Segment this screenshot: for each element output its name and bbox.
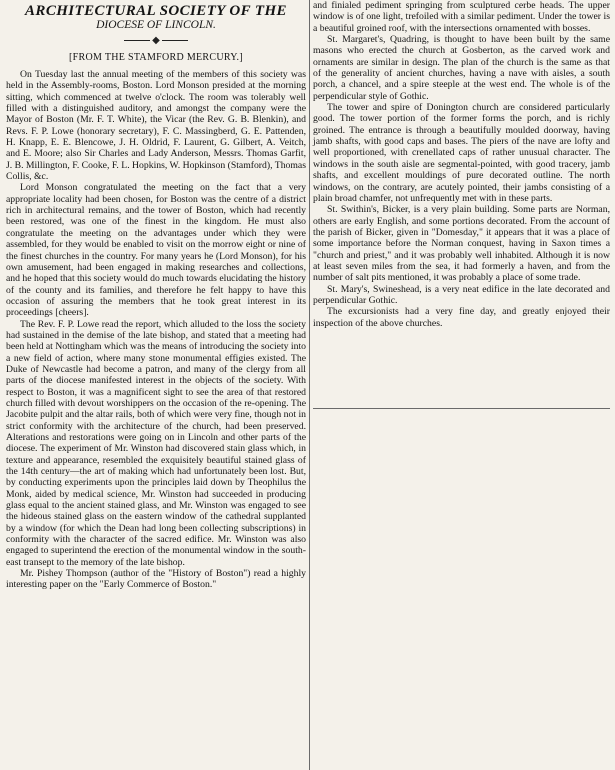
paragraph-continuation: and finialed pediment springing from sculptured cerbe heads. The upper window is of one light, trefoiled with a similar pediment. Under the tower is a beautiful groined roof, with the intersections ornamented with bosses. <box>313 0 610 34</box>
right-column <box>313 0 610 329</box>
article-subtitle: DIOCESE OF LINCOLN. <box>96 19 216 31</box>
title-ornament <box>6 36 306 46</box>
paragraph-quadring: St. Margaret's, Quadring, is thought to have been built by the same masons who erected the church at Gosberton, as the carved work and ornaments are similar in design. The plan of the church is the same as that of the generality of ancient churches, having a nave with aisles, a south porch, a chancel, and a spire steeple at the west end. The whole is of the perpendicular style of Gothic. <box>313 34 610 102</box>
paragraph-pishey-thompson: Mr. Pishey Thompson (author of the "History of Boston") read a highly interesting paper on the "Early Commerce of Boston." <box>6 568 306 591</box>
paragraph-lord-monson: Lord Monson congratulated the meeting on the fact that a very appropriate locality had been chosen, for Boston was the centre of a district rich in architectural remains, and the tower of Boston, which had recently been restored, was one of the finest in the kingdom. He must also congratulate the meeting on the advantages under which they were assembled, for they would be enabled to visit on the morrow eight or nine of the finest churches in the country. For many years he (Lord Monson), for his own amusement, had been engaged in making researches and collections, and he hoped that this society would do much towards elucidating the history of the county and its families, and therefore he felt happy to have this occasion of assuring the members that he took great interest in its proceedings [cheers]. <box>6 182 306 319</box>
ornament-line-left <box>124 40 150 41</box>
paragraph-donington: The tower and spire of Donington church are considered particularly good. The tower portion of the former forms the porch, and is richly groined. The entrance is through a beautifully moulded doorway, having jamb shafts, with good caps and bases. The piers of the nave are lofty and well proportioned, with crenellated caps of rather unusual character. The windows in the south aisle are segmental-pointed, with good tracery, jamb shafts, and excellent mouldings of pure decorated outline. The north windows, on the contrary, are acutely pointed, their jambs consisting of a plain broad chamfer, not unfrequently met with in these parts. <box>313 102 610 204</box>
paragraph-excursion: The excursionists had a very fine day, and greatly enjoyed their inspection of the above churches. <box>313 306 610 329</box>
article-title: ARCHITECTURAL SOCIETY OF THE <box>25 3 287 19</box>
paragraph-bicker: St. Swithin's, Bicker, is a very plain building. Some parts are Norman, others are early English, and some portions decorated. From the account of the parish of Bicker, given in "Domesday," it appears that it was a place of some importance before the Norman conquest, having in Saxon times a "church and priest," and it was probably well inhabited. Although it is now at least seven miles from the sea, it had formerly a haven, and from the number of salt pits mentioned, it was probably a place of some trade. <box>313 204 610 284</box>
paragraph-swineshead: St. Mary's, Swineshead, is a very neat edifice in the late decorated and perpendicular Gothic. <box>313 283 610 306</box>
left-column <box>6 0 306 591</box>
diamond-icon: ◆ <box>152 35 160 46</box>
column-divider <box>309 0 310 770</box>
paragraph-report: The Rev. F. P. Lowe read the report, which alluded to the loss the society had sustained in the demise of the late bishop, and stated that a meeting had been held at Nottingham which was the means of introducing the society into a new field of action, where many stone monumental effigies existed. The Duke of Newcastle had become a patron, and many of the clergy from all parts of the diocese manifested interest in the objects of the society. With respect to Boston, it was a magnificent sight to see the area of that restored church filled with devout worshippers on the occasion of the re-opening. The Jacobite pulpit and the altar rails, both of which were very fine, though not in strict conformity with the architecture of the church, had been preserved. Alterations and restorations were going on in Lincoln and other parts of the diocese. The experiment of Mr. Winston had discovered stain glass which, in texture and appearance, resembled the exquisitely beautiful stained glass of the 14th century—the art of making which had unfortunately been lost. But, by conducting experiments upon the principles laid down by Theophilus the Monk, aided by medical science, Mr. Winston had succeeded in producing glass equal to the ancient stained glass, and Mr. Winston was engaged to see the hideous stained glass on the eastern window of the cathedral supplanted by a window (for which the Dean had long been collecting subscriptions) in conformity with the character of the sacred edifice. Mr. Winston was also engaged to superintend the erection of the monumental window in the south-east transept to the memory of the late bishop. <box>6 318 306 568</box>
article-end-rule <box>313 408 610 409</box>
paragraph-meeting-opening: On Tuesday last the annual meeting of the members of this society was held in the Assembly-rooms, Boston. Lord Monson presided at the morning sitting, which commenced at twelve o'clock. The room was tolerably well filled with a distinguished auditory, and amongst the company were the Mayor of Boston (Mr. F. T. White), the Vicar (the Rev. G. B. Blenkin), and Revs. F. P. Lowe (honorary secretary), F. C. Massingberd, G. E. Pattenden, H. Knapp, E. E. Blencowe, J. H. Oldrid, F. Laurent, G. Gilbert, A. Veitch, and E. Moore; also Sir Charles and Lady Anderson, Messrs. Thomas Garfit, J. B. Millington, F. Cooke, F. L. Hopkins, W. Hopkinson (Stamford), Thomas Collis, &c. <box>6 69 306 183</box>
article-source-line: [FROM THE STAMFORD MERCURY.] <box>69 52 243 63</box>
ornament-line-right <box>162 40 188 41</box>
